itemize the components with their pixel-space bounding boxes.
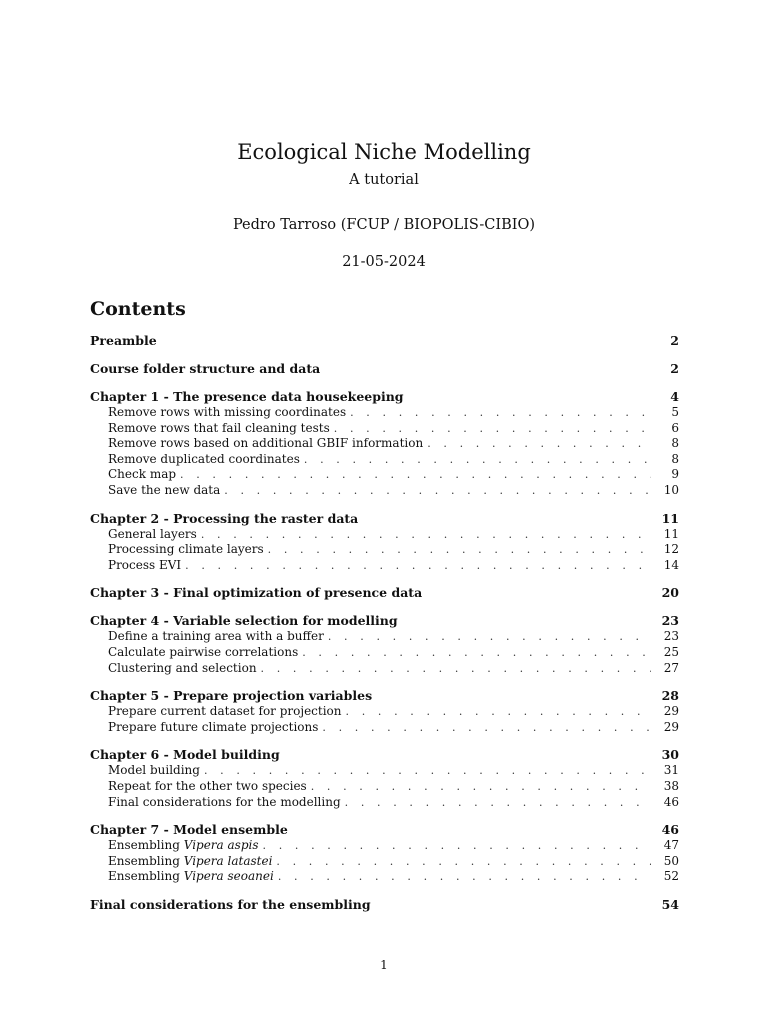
species-name: Vipera latastei [183, 853, 273, 868]
toc-section-page: 14 [663, 557, 679, 572]
toc-spacer [90, 573, 679, 585]
toc-section-page: 8 [671, 451, 679, 466]
toc-chapter-2 [90, 511, 679, 574]
toc-entry-chapter-5[interactable] [90, 688, 679, 704]
toc-section-entry[interactable] [90, 838, 679, 854]
toc-section-label: Define a training area with a buffer [108, 629, 324, 644]
toc-section-entry[interactable] [90, 779, 679, 795]
dot-leader [302, 645, 651, 661]
toc-section-page: 5 [671, 405, 679, 419]
toc-section-page: 8 [671, 436, 679, 451]
toc-entry-chapter-6[interactable] [90, 747, 679, 763]
toc-section-label: Process EVI [108, 557, 182, 572]
toc-entry-preamble[interactable] [90, 333, 679, 349]
toc-section-entry[interactable] [90, 436, 679, 452]
dot-leader [304, 452, 651, 468]
toc-section-page: 27 [663, 660, 679, 675]
toc-section-page: 12 [663, 542, 679, 557]
dot-leader [185, 558, 651, 574]
toc-section-entry[interactable] [90, 661, 679, 677]
toc-entry-course-folder[interactable] [90, 361, 679, 377]
toc-section-entry[interactable] [90, 645, 679, 661]
toc-section-entry[interactable] [90, 704, 679, 720]
toc-entry-label: Chapter 4 - Variable selection for modelling [90, 613, 398, 629]
species-name: Vipera aspis [183, 838, 259, 853]
toc-spacer [90, 377, 679, 389]
dot-leader [276, 854, 651, 870]
toc-entry-label: Chapter 3 - Final optimization of presence data [90, 585, 423, 601]
dot-leader [180, 467, 651, 483]
dot-leader [334, 421, 651, 437]
toc-section-label: Prepare future climate projections [108, 719, 319, 734]
toc-section-label [108, 869, 278, 885]
dot-leader [263, 838, 651, 854]
toc-section-entry[interactable] [90, 558, 679, 574]
toc-entry-chapter-2[interactable] [90, 511, 679, 527]
toc-section-entry[interactable] [90, 483, 679, 499]
toc-section-label: Model building [108, 763, 200, 778]
toc-section-page: 10 [663, 482, 679, 497]
toc-entry-label: Chapter 2 - Processing the raster data [90, 510, 359, 526]
toc-section-label [108, 838, 263, 854]
dot-leader [427, 436, 651, 452]
toc-entry-label: Preamble [90, 333, 157, 348]
toc-chapter-6 [90, 747, 679, 810]
toc-entry-page: 23 [661, 613, 679, 629]
toc-spacer [90, 349, 679, 361]
toc-section-label: Prepare current dataset for projection [108, 704, 342, 719]
toc-spacer [90, 499, 679, 511]
toc-section-label: Remove duplicated coordinates [108, 451, 300, 466]
toc-entry-page: 2 [670, 361, 679, 376]
toc-section-page: 52 [663, 869, 679, 884]
toc-entry-label: Chapter 5 - Prepare projection variables [90, 688, 373, 704]
toc-section-label: Remove rows based on additional GBIF information [108, 436, 424, 451]
toc-section-page: 38 [663, 778, 679, 793]
toc-section-entry[interactable] [90, 542, 679, 558]
dot-leader [350, 405, 651, 421]
toc-chapter-7 [90, 822, 679, 885]
toc-entry-chapter-7[interactable] [90, 822, 679, 838]
toc-section-entry[interactable] [90, 720, 679, 736]
contents-heading: Contents [90, 298, 186, 320]
toc-entry-page: 46 [661, 822, 679, 838]
toc-chapter-4 [90, 613, 679, 676]
toc-entry-label: Chapter 1 - The presence data housekeeping [90, 389, 404, 404]
toc-section-entry[interactable] [90, 452, 679, 468]
toc-entry-label: Chapter 6 - Model building [90, 747, 280, 763]
toc-section-label [108, 854, 276, 870]
page-number: 1 [380, 958, 388, 972]
toc-section-label: Check map [108, 467, 177, 482]
dot-leader [328, 629, 651, 645]
toc-section-label: Clustering and selection [108, 660, 257, 675]
toc-entry-page: 54 [661, 896, 679, 912]
document-date: 21-05-2024 [342, 254, 426, 270]
table-of-contents [90, 333, 679, 913]
toc-section-page: 46 [663, 794, 679, 809]
toc-section-page: 6 [671, 420, 679, 435]
species-name: Vipera seoanei [183, 869, 274, 884]
toc-section-label: Save the new data [108, 482, 221, 497]
toc-section-entry[interactable] [90, 467, 679, 483]
dot-leader [322, 720, 651, 736]
toc-section-prefix: Ensembling [108, 838, 180, 853]
toc-section-entry[interactable] [90, 527, 679, 543]
toc-entry-final-considerations[interactable] [90, 897, 679, 913]
toc-section-label: Remove rows with missing coordinates [108, 405, 347, 419]
toc-section-label: Repeat for the other two species [108, 778, 307, 793]
toc-section-label: Processing climate layers [108, 542, 264, 557]
toc-section-entry[interactable] [90, 405, 679, 421]
dot-leader [268, 542, 651, 558]
toc-entry-page: 20 [661, 585, 679, 601]
toc-entry-label: Final considerations for the ensembling [90, 896, 371, 912]
toc-section-page: 31 [663, 763, 679, 778]
toc-entry-page: 2 [670, 333, 679, 348]
toc-section-prefix: Ensembling [108, 853, 180, 868]
dot-leader [345, 795, 651, 811]
toc-section-entry[interactable] [90, 421, 679, 437]
toc-section-entry[interactable] [90, 795, 679, 811]
toc-section-label: Calculate pairwise correlations [108, 644, 299, 659]
toc-spacer [90, 735, 679, 747]
toc-spacer [90, 676, 679, 688]
toc-spacer [90, 601, 679, 613]
toc-spacer [90, 810, 679, 822]
document-subtitle: A tutorial [349, 172, 419, 188]
dot-leader [261, 661, 651, 677]
dot-leader [346, 704, 651, 720]
toc-entry-chapter-4[interactable] [90, 613, 679, 629]
toc-entry-page: 4 [670, 389, 679, 404]
dot-leader [311, 779, 651, 795]
toc-section-page: 25 [663, 644, 679, 659]
document-author: Pedro Tarroso (FCUP / BIOPOLIS-CIBIO) [232, 217, 536, 233]
toc-section-page: 11 [663, 526, 679, 541]
toc-section-label: General layers [108, 526, 197, 541]
toc-section-page: 9 [671, 467, 679, 482]
toc-spacer [90, 885, 679, 897]
toc-section-entry[interactable] [90, 869, 679, 885]
toc-section-page: 50 [663, 853, 679, 868]
toc-chapter-1 [90, 389, 679, 499]
toc-section-label: Final considerations for the modelling [108, 794, 341, 809]
toc-entry-label: Course folder structure and data [90, 361, 321, 376]
toc-section-page: 29 [663, 704, 679, 719]
toc-section-page: 23 [663, 629, 679, 644]
dot-leader [224, 483, 651, 499]
dot-leader [204, 763, 651, 779]
toc-entry-label: Chapter 7 - Model ensemble [90, 822, 288, 838]
toc-entry-page: 28 [661, 688, 679, 704]
toc-chapter-5 [90, 688, 679, 735]
toc-section-page: 29 [663, 719, 679, 734]
document-title: Ecological Niche Modelling [237, 140, 531, 164]
toc-entry-chapter-3[interactable] [90, 585, 679, 601]
toc-section-page: 47 [663, 838, 679, 853]
toc-section-prefix: Ensembling [108, 869, 180, 884]
dot-leader [278, 869, 651, 885]
toc-entry-page: 11 [661, 510, 679, 526]
toc-entry-page: 30 [661, 747, 679, 763]
toc-section-entry[interactable] [90, 763, 679, 779]
toc-entry-chapter-1[interactable] [90, 389, 679, 405]
toc-section-entry[interactable] [90, 854, 679, 870]
dot-leader [201, 527, 651, 543]
toc-section-label: Remove rows that fail cleaning tests [108, 420, 330, 435]
toc-section-entry[interactable] [90, 629, 679, 645]
